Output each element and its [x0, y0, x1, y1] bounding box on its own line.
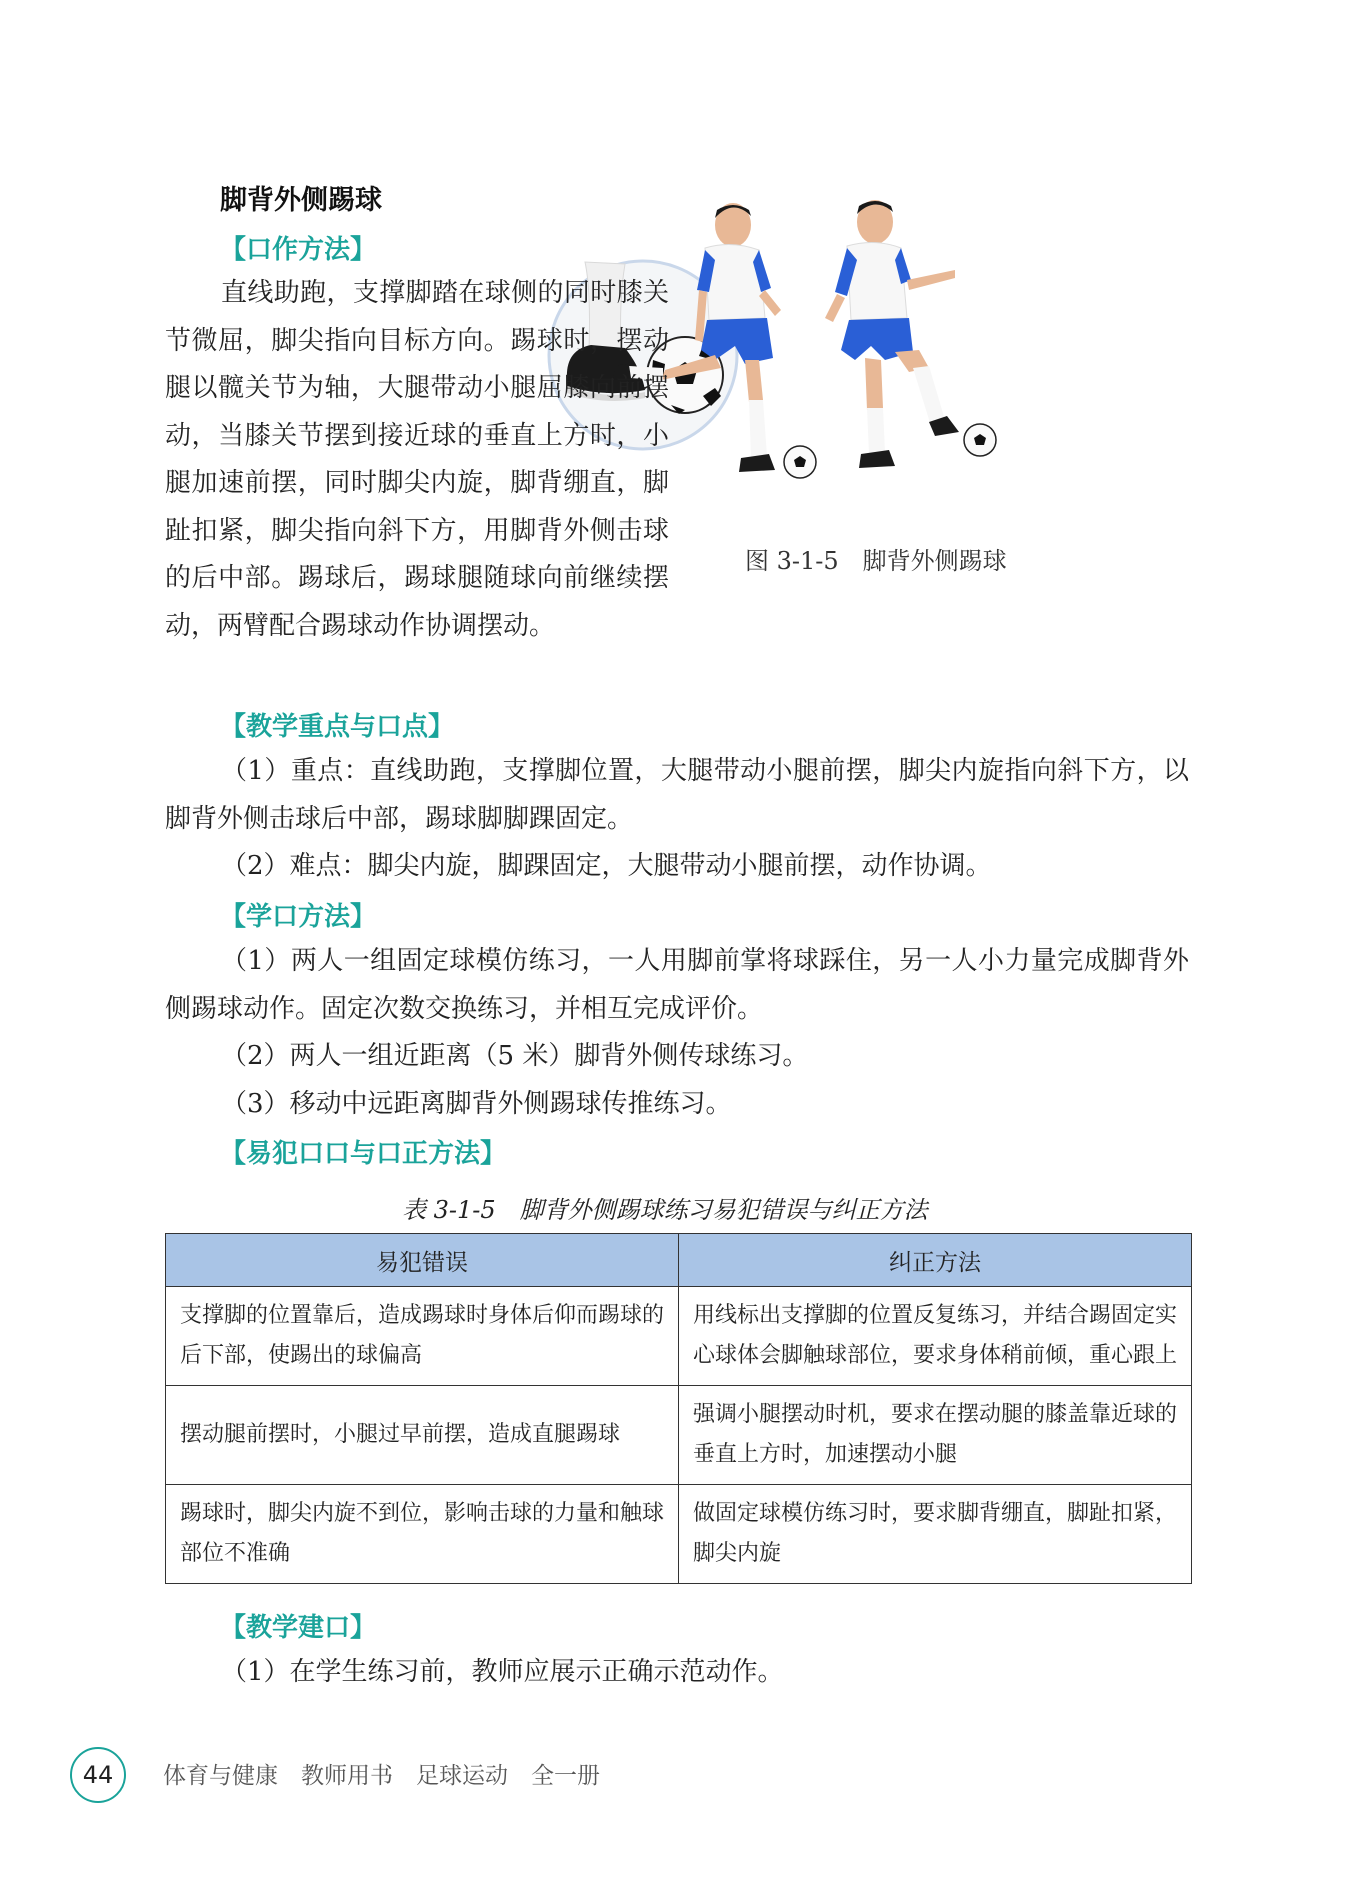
table-cell: 摆动腿前摆时，小腿过早前摆，造成直腿踢球 — [166, 1386, 679, 1485]
table-caption: 表 3-1-5 脚背外侧踢球练习易犯错误与纠正方法 — [402, 1196, 928, 1224]
action-paragraph — [165, 270, 1189, 650]
learning-method-item: （1）两人一组固定球模仿练习，一人用脚前掌将球踩住，另一人小力量完成脚背外侧踢球动作。固定次数交换练习，并相互完成评价。 — [165, 946, 1189, 1024]
figure-caption: 图 3-1-5 脚背外侧踢球 — [745, 547, 1007, 575]
learning-methods-list — [165, 938, 1189, 1128]
table-cell: 强调小腿摆动时机，要求在摆动腿的膝盖靠近球的垂直上方时，加速摆动小腿 — [679, 1386, 1192, 1485]
section-title: 脚背外侧踢球 — [220, 185, 382, 216]
heading-suggestions: 【教学建口】 — [220, 1613, 377, 1643]
table-row — [166, 1287, 1192, 1386]
heading-action: 【口作方法】 — [220, 235, 377, 265]
table-row — [166, 1485, 1192, 1584]
heading-learning: 【学口方法】 — [220, 902, 377, 932]
figure-float-spacer — [669, 270, 1189, 592]
table-header-row — [166, 1234, 1192, 1287]
heading-key-points: 【教学重点与口点】 — [220, 712, 455, 742]
learning-method-item: （3）移动中远距离脚背外侧踢球传推练习。 — [221, 1088, 732, 1119]
key-point-item: （1）重点：直线助跑，支撑脚位置，大腿带动小腿前摆，脚尖内旋指向斜下方，以脚背外侧击球后中部，踢球脚脚踝固定。 — [165, 756, 1189, 834]
table-row — [166, 1386, 1192, 1485]
learning-method-item: （2）两人一组近距离（5 米）脚背外侧传球练习。 — [221, 1041, 809, 1071]
suggestion-item: （1）在学生练习前，教师应展示正确示范动作。 — [221, 1657, 784, 1687]
table-header-cell: 易犯错误 — [166, 1234, 679, 1287]
book-title: 体育与健康 教师用书 足球运动 全一册 — [163, 1763, 600, 1789]
table-header-cell: 纠正方法 — [679, 1234, 1192, 1287]
table-cell: 用线标出支撑脚的位置反复练习，并结合踢固定实心球体会脚触球部位，要求身体稍前倾，重心跟上 — [679, 1287, 1192, 1386]
table-cell: 踢球时，脚尖内旋不到位，影响击球的力量和触球部位不准确 — [166, 1485, 679, 1584]
suggestions-list — [165, 1649, 1189, 1697]
key-point-item: （2）难点：脚尖内旋，脚踝固定，大腿带动小腿前摆，动作协调。 — [221, 851, 992, 881]
table-cell: 支撑脚的位置靠后，造成踢球时身体后仰而踢球的后下部，使踢出的球偏高 — [166, 1287, 679, 1386]
errors-table — [165, 1233, 1192, 1584]
action-text: 直线助跑，支撑脚踏在球侧的同时膝关节微屈，脚尖指向目标方向。踢球时，摆动腿以髋关节为轴，大腿带动小腿屈膝向前摆动，当膝关节摆到接近球的垂直上方时，小腿加速前摆，同时脚尖内旋，脚背绷直，脚趾扣紧，脚尖指向斜下方，用脚背外侧击球的后中部。踢球后，踢球腿随球向前继续摆动，两臂配合踢球动作协调摆动。 — [165, 278, 669, 641]
page-number: 44 — [70, 1747, 126, 1803]
key-points-list — [165, 748, 1189, 891]
heading-errors: 【易犯口口与口正方法】 — [220, 1139, 507, 1169]
table-cell: 做固定球模仿练习时，要求脚背绷直，脚趾扣紧，脚尖内旋 — [679, 1485, 1192, 1584]
